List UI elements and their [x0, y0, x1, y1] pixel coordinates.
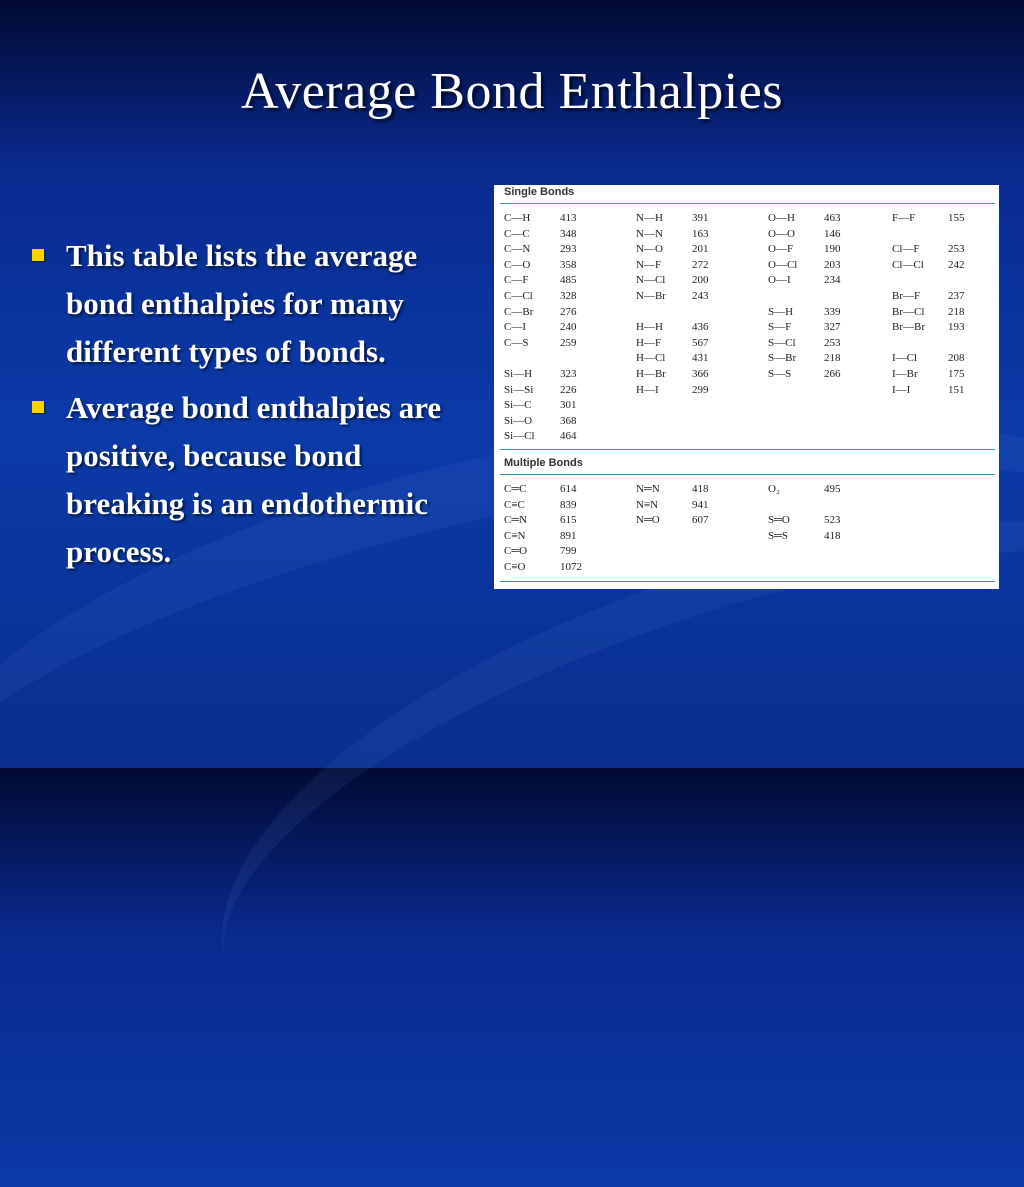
- bond-row: [768, 498, 841, 514]
- bond-value: 799: [560, 545, 577, 558]
- bond-value: 436: [692, 321, 709, 334]
- bond-row: [636, 320, 709, 336]
- bond-value: 418: [824, 529, 841, 542]
- bond-value: 301: [560, 399, 577, 412]
- bond-row: [892, 305, 965, 321]
- bond-label: C—N: [504, 243, 531, 256]
- bond-value: 299: [692, 383, 709, 396]
- bond-value: 253: [824, 336, 841, 349]
- bond-row: [768, 320, 841, 336]
- bond-label: N≡N: [636, 498, 659, 511]
- bond-row: [892, 367, 965, 383]
- bond-label: C—I: [504, 321, 526, 334]
- bond-row: [504, 498, 582, 514]
- bond-label: C—H: [504, 212, 531, 224]
- bond-label: C═O: [504, 545, 528, 558]
- bond-value: 276: [560, 305, 577, 318]
- bond-row: [768, 258, 841, 274]
- bond-value: 523: [824, 514, 841, 527]
- bond-value: 218: [948, 305, 965, 318]
- bond-label: Cl—F: [892, 243, 920, 256]
- bond-value: 391: [692, 212, 709, 224]
- bond-label: S═O: [768, 514, 790, 527]
- bond-label: H—I: [636, 383, 659, 396]
- bond-row: [768, 211, 841, 227]
- bullet-item: [30, 232, 470, 376]
- bond-label: C—C: [504, 227, 530, 240]
- multiple-col-1: [504, 482, 582, 576]
- bond-row: [636, 227, 709, 243]
- bond-value: 358: [560, 258, 577, 271]
- bond-row: [636, 498, 709, 514]
- multiple-col-3: [768, 482, 841, 544]
- bond-row: [504, 289, 577, 305]
- bond-label: N—Cl: [636, 274, 666, 287]
- bond-value: 328: [560, 289, 577, 302]
- bond-value: 339: [824, 305, 841, 318]
- bond-value: 259: [560, 336, 577, 349]
- bond-value: 368: [560, 414, 577, 427]
- bond-label: N═O: [636, 514, 660, 527]
- bond-value: 146: [824, 227, 841, 240]
- bond-row: [892, 273, 965, 289]
- bond-value: 272: [692, 258, 709, 271]
- bullet-square-icon: [32, 401, 44, 413]
- bond-row: [768, 482, 841, 498]
- bond-label: C—O: [504, 258, 531, 271]
- bond-label: Cl—Cl: [892, 258, 924, 271]
- bond-label: O—O: [768, 227, 795, 240]
- bond-row: [892, 336, 965, 352]
- bond-label: H—Br: [636, 367, 666, 380]
- bond-label: S—S: [768, 367, 792, 380]
- bond-row: [636, 367, 709, 383]
- bond-row: [768, 289, 841, 305]
- bond-label: Si—Cl: [504, 430, 535, 443]
- bond-value: 464: [560, 430, 577, 443]
- bond-value: 240: [560, 321, 577, 334]
- bond-value: 190: [824, 243, 841, 256]
- bond-label: H—F: [636, 336, 662, 349]
- bond-label: [504, 351, 560, 367]
- bond-label: C≡N: [504, 529, 526, 542]
- bond-label: [768, 498, 824, 514]
- bond-row: [768, 351, 841, 367]
- bond-row: [768, 305, 841, 321]
- bond-row: [636, 513, 709, 529]
- bond-label: C—F: [504, 274, 529, 287]
- single-col-1: [504, 211, 577, 445]
- bond-row: [892, 211, 965, 227]
- bond-value: 266: [824, 367, 841, 380]
- bond-row: [892, 227, 965, 243]
- multiple-col-2: [636, 482, 709, 529]
- single-col-3: [768, 211, 841, 383]
- bond-row: [636, 305, 709, 321]
- bond-label: C═C: [504, 483, 527, 495]
- bond-value: 463: [824, 212, 841, 224]
- bond-label: O—F: [768, 243, 794, 256]
- bond-row: [504, 320, 577, 336]
- bond-row: [768, 242, 841, 258]
- single-col-2: [636, 211, 709, 398]
- bond-label: H—Cl: [636, 352, 666, 365]
- bond-label: S—Br: [768, 352, 797, 365]
- bond-label: I—Br: [892, 367, 918, 380]
- bond-label: S—H: [768, 305, 794, 318]
- bond-value: 218: [824, 352, 841, 365]
- bond-label: Br—F: [892, 289, 921, 302]
- bond-value: 163: [692, 227, 709, 240]
- bond-value: 607: [692, 514, 709, 527]
- bond-row: [636, 351, 709, 367]
- bond-label: O—H: [768, 212, 795, 224]
- bond-row: [768, 513, 841, 529]
- bond-label: F—F: [892, 212, 916, 224]
- bond-row: [768, 273, 841, 289]
- bullet-item: [30, 384, 470, 576]
- bond-value: 485: [560, 274, 577, 287]
- bond-row: [504, 482, 582, 498]
- bond-value: 614: [560, 483, 577, 495]
- bond-value: 323: [560, 367, 577, 380]
- bond-label: N—F: [636, 258, 662, 271]
- bond-row: [504, 398, 577, 414]
- slide-title: Average Bond Enthalpies: [241, 63, 783, 120]
- bond-row: [504, 544, 582, 560]
- bond-label: N—N: [636, 227, 663, 240]
- bond-value: 201: [692, 243, 709, 256]
- bond-row: [892, 242, 965, 258]
- bond-value: 327: [824, 321, 841, 334]
- bond-row: [892, 320, 965, 336]
- bond-row: [504, 560, 582, 576]
- bond-value: 226: [560, 383, 577, 396]
- bond-label: Br—Br: [892, 321, 925, 334]
- multiple-bonds-header: Multiple Bonds: [504, 457, 583, 469]
- bond-value: 151: [948, 383, 965, 396]
- bond-row: [636, 211, 709, 227]
- bond-row: [504, 242, 577, 258]
- bond-label: Si—H: [504, 367, 533, 380]
- bond-label: S—Cl: [768, 336, 796, 349]
- bond-row: [504, 429, 577, 445]
- bond-row: [768, 529, 841, 545]
- bond-row: [892, 289, 965, 305]
- bond-value: 839: [560, 498, 577, 511]
- bond-value: 253: [948, 243, 965, 256]
- bond-row: [768, 336, 841, 352]
- bullet-square-icon: [32, 249, 44, 261]
- divider: [500, 203, 995, 204]
- bond-label: C≡O: [504, 560, 526, 573]
- bond-row: [892, 351, 965, 367]
- bond-label: [636, 305, 692, 321]
- bond-value: 615: [560, 514, 577, 527]
- bond-row: [636, 289, 709, 305]
- bond-value: 495: [824, 483, 841, 495]
- bond-value: 418: [692, 483, 709, 495]
- bond-label: N—Br: [636, 289, 666, 302]
- bond-row: [892, 383, 965, 399]
- bond-value: 413: [560, 212, 577, 224]
- bond-label: S═S: [768, 529, 789, 542]
- bond-label: Br—Cl: [892, 305, 925, 318]
- bullet-text: Average bond enthalpies are positive, because bond breaking is an endothermic process.: [66, 390, 442, 569]
- bond-label: C—Br: [504, 305, 534, 318]
- bond-label: I—I: [892, 383, 911, 396]
- bond-value: 243: [692, 289, 709, 302]
- bond-value: 242: [948, 258, 965, 271]
- bond-row: [892, 258, 965, 274]
- bond-row: [504, 336, 577, 352]
- bond-label: C—Cl: [504, 289, 533, 302]
- divider: [500, 449, 995, 450]
- bond-value: 1072: [560, 560, 582, 573]
- bond-value: 567: [692, 336, 709, 349]
- bond-row: [504, 414, 577, 430]
- bond-row: [504, 305, 577, 321]
- divider: [500, 581, 995, 582]
- bond-row: [504, 513, 582, 529]
- bond-enthalpy-table: [494, 185, 999, 589]
- bond-label: [892, 336, 948, 352]
- bond-label: N═N: [636, 483, 660, 495]
- bond-row: [504, 273, 577, 289]
- bond-value: 293: [560, 243, 577, 256]
- bond-label: [768, 289, 824, 305]
- bond-value: 366: [692, 367, 709, 380]
- bond-value: 155: [948, 212, 965, 224]
- single-col-4: [892, 211, 965, 398]
- bond-value: 234: [824, 274, 841, 287]
- bond-row: [768, 367, 841, 383]
- single-bonds-header: Single Bonds: [504, 186, 575, 198]
- bond-label: [892, 273, 948, 289]
- bond-value: 348: [560, 227, 577, 240]
- bond-label: O₂: [768, 483, 780, 495]
- bond-row: [768, 227, 841, 243]
- bond-value: 200: [692, 274, 709, 287]
- bond-label: C═N: [504, 514, 528, 527]
- bond-value: 203: [824, 258, 841, 271]
- bond-value: 193: [948, 321, 965, 334]
- bond-value: 891: [560, 529, 577, 542]
- bond-row: [636, 273, 709, 289]
- bond-label: C—S: [504, 336, 529, 349]
- bond-label: [892, 227, 948, 243]
- bond-label: I—Cl: [892, 352, 918, 365]
- bond-row: [636, 383, 709, 399]
- bullet-list: [30, 232, 470, 584]
- bond-row: [636, 242, 709, 258]
- bond-label: N—H: [636, 212, 663, 224]
- bond-value: 431: [692, 352, 709, 365]
- bond-label: N—O: [636, 243, 663, 256]
- bond-label: Si—O: [504, 414, 533, 427]
- bond-row: [504, 383, 577, 399]
- bond-row: [636, 258, 709, 274]
- bond-label: H—H: [636, 321, 663, 334]
- bond-row: [504, 211, 577, 227]
- bond-value: 941: [692, 498, 709, 511]
- bond-value: 237: [948, 289, 965, 302]
- divider: [500, 474, 995, 475]
- bond-label: O—I: [768, 274, 791, 287]
- bond-value: 175: [948, 367, 965, 380]
- bond-row: [504, 258, 577, 274]
- bond-label: O—Cl: [768, 258, 798, 271]
- bond-row: [504, 227, 577, 243]
- bond-label: S—F: [768, 321, 792, 334]
- bond-row: [636, 482, 709, 498]
- bond-row: [504, 367, 577, 383]
- bond-label: C≡C: [504, 498, 525, 511]
- bond-label: Si—C: [504, 399, 532, 412]
- bullet-text: This table lists the average bond enthalpies for many different types of bonds.: [66, 238, 418, 369]
- bond-row: [636, 336, 709, 352]
- bond-value: 208: [948, 352, 965, 365]
- bond-row: [504, 351, 577, 367]
- bond-label: Si—Si: [504, 383, 534, 396]
- bond-row: [504, 529, 582, 545]
